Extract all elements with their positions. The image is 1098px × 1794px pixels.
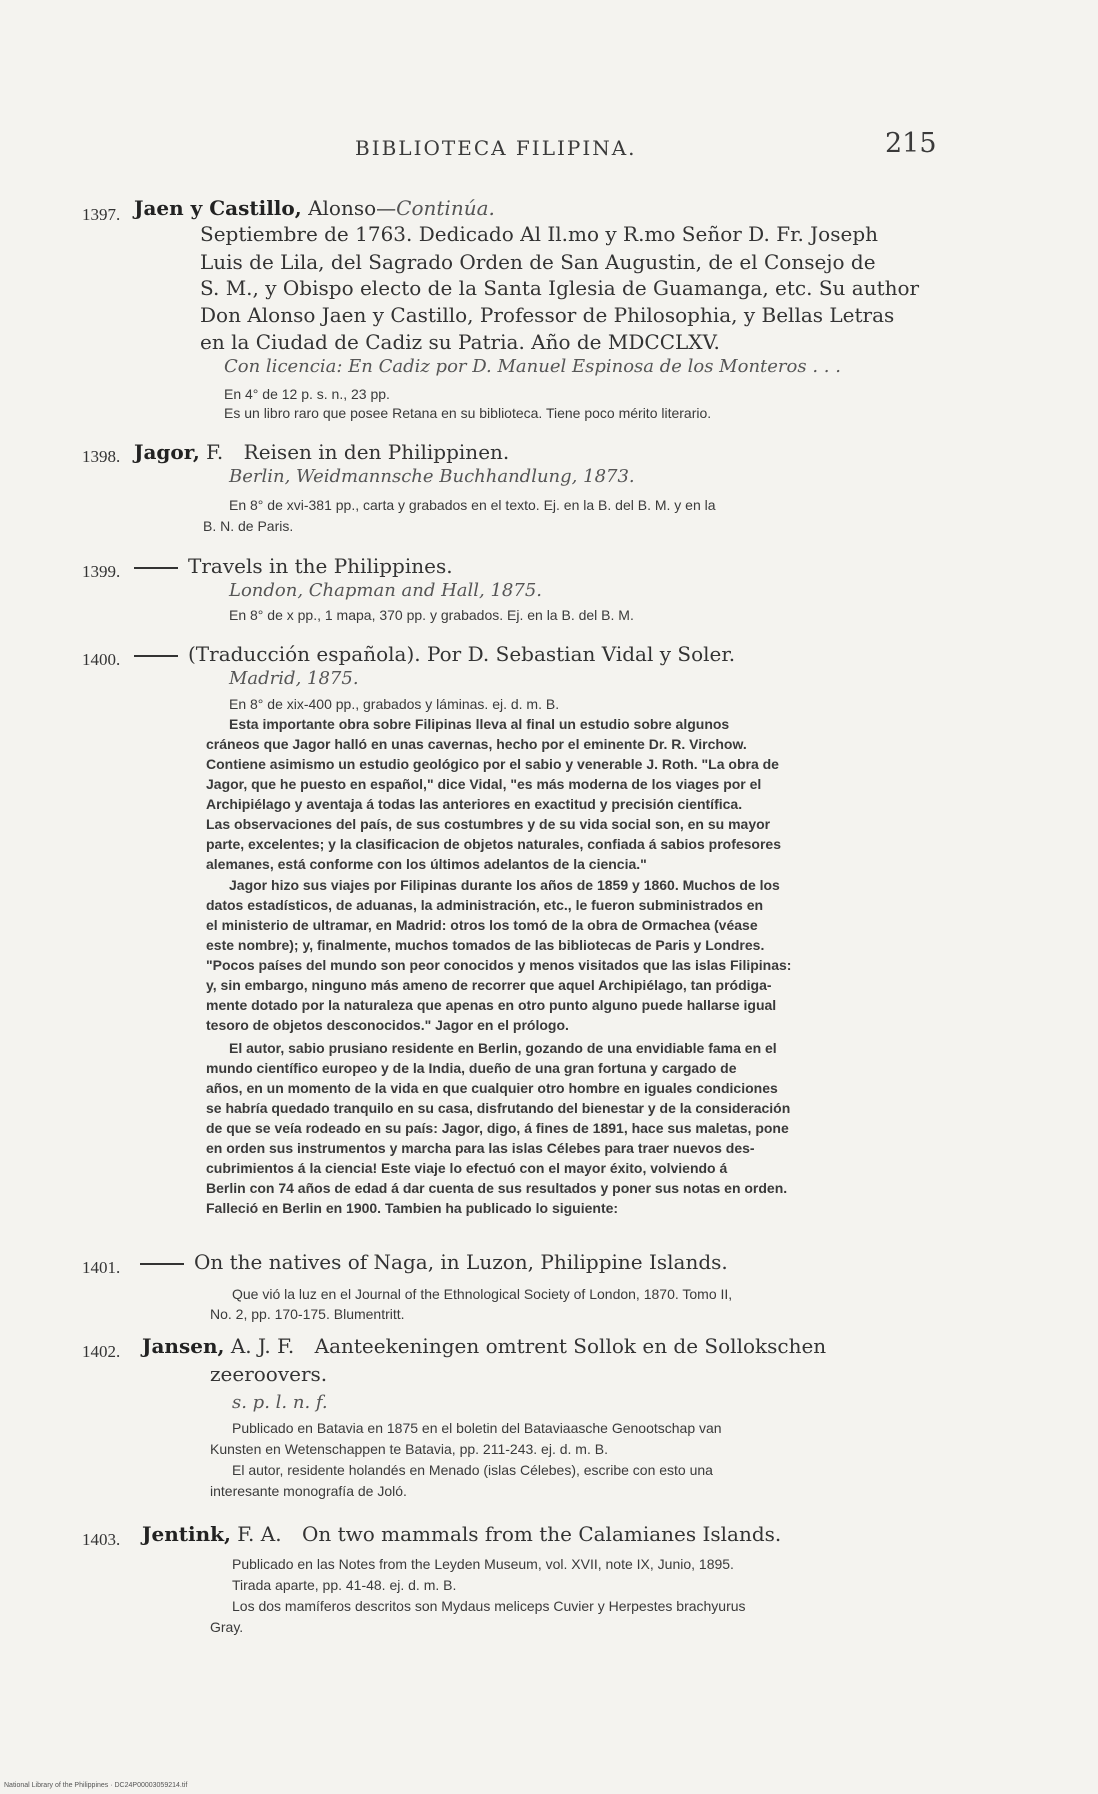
note-line: No. 2, pp. 170-175. Blumentritt. bbox=[210, 1306, 405, 1322]
imprint: London, Chapman and Hall, 1875. bbox=[229, 580, 542, 601]
entry-number: 1400. bbox=[82, 650, 121, 669]
note-line: parte, excelentes; y la clasificacion de objetos naturales, confiada á sabios profesores bbox=[206, 836, 781, 852]
running-header: BIBLIOTECA FILIPINA. bbox=[355, 136, 637, 160]
entry-title: Reisen in den Philippinen. bbox=[243, 440, 510, 464]
note-line: Es un libro raro que posee Retana en su biblioteca. Tiene poco mérito literario. bbox=[224, 405, 712, 421]
note-line: mente dotado por la naturaleza que apenas en otro punto alguno puede hallarse igual bbox=[206, 997, 777, 1013]
entry-number: 1397. bbox=[82, 205, 121, 224]
ditto-dash bbox=[134, 655, 178, 657]
note-line: Publicado en las Notes from the Leyden Museum, vol. XVII, note IX, Junio, 1895. bbox=[232, 1556, 734, 1572]
text-line: en la Ciudad de Cadiz su Patria. Año de MDCCLXV. bbox=[200, 330, 720, 354]
entry-author-rest: A. J. F. bbox=[230, 1334, 295, 1358]
note-line: mundo científico europeo y de la India, dueño de una gran fortuna y cargado de bbox=[206, 1060, 737, 1076]
entry-author: Jentink, bbox=[142, 1522, 231, 1546]
page-number: 215 bbox=[885, 128, 937, 159]
note-line: Jagor, que he puesto en español," dice Vidal, "es más moderna de los viages por el bbox=[206, 776, 762, 792]
entry-author-rest: F. bbox=[206, 440, 224, 464]
note-line: alemanes, está conforme con los últimos adelantos de la ciencia." bbox=[206, 856, 647, 872]
entry-number: 1399. bbox=[82, 562, 121, 581]
entry-title: On the natives of Naga, in Luzon, Philippine Islands. bbox=[194, 1250, 728, 1274]
text-line: Septiembre de 1763. Dedicado Al Il.mo y R.mo Señor D. Fr. Joseph bbox=[200, 222, 878, 246]
entry-title-cont: zeeroovers. bbox=[210, 1362, 328, 1386]
entry-number: 1402. bbox=[82, 1342, 121, 1361]
entry-title: (Traducción española). Por D. Sebastian Vidal y Soler. bbox=[188, 642, 736, 666]
entry-number: 1398. bbox=[82, 447, 121, 466]
note-line: de que se veía rodeado en su país: Jagor, digo, á fines de 1891, hace sus maletas, pone bbox=[206, 1120, 789, 1136]
note-line: En 8° de xix-400 pp., grabados y láminas. ej. d. m. B. bbox=[229, 696, 560, 712]
note-line: se habría quedado tranquilo en su casa, disfrutando del bienestar y de la consideración bbox=[206, 1100, 791, 1116]
note-line: en orden sus instrumentos y marcha para las islas Célebes para traer nuevos des- bbox=[206, 1140, 755, 1156]
note-line: interesante monografía de Joló. bbox=[210, 1483, 407, 1499]
note-line: B. N. de Paris. bbox=[203, 518, 294, 534]
note-line: En 8° de xvi-381 pp., carta y grabados en el texto. Ej. en la B. del B. M. y en la bbox=[229, 497, 716, 513]
entry-title: Aanteekeningen omtrent Sollok en de Sollokschen bbox=[314, 1334, 827, 1358]
entry-author: Jaen y Castillo, bbox=[134, 196, 302, 220]
note-line: En 4° de 12 p. s. n., 23 pp. bbox=[224, 386, 390, 402]
imprint: s. p. l. n. f. bbox=[232, 1392, 328, 1413]
ditto-dash bbox=[140, 1263, 184, 1265]
imprint: Madrid, 1875. bbox=[229, 668, 359, 689]
entry-author-rest: Alonso— bbox=[308, 196, 397, 220]
note-line: y, sin embargo, ninguno más ameno de recorrer que aquel Archipiélago, tan pródiga- bbox=[206, 977, 772, 993]
entry-title: Travels in the Philippines. bbox=[188, 554, 453, 578]
note-line: Tirada aparte, pp. 41-48. ej. d. m. B. bbox=[232, 1577, 457, 1593]
note-line: Publicado en Batavia en 1875 en el boletin del Bataviaasche Genootschap van bbox=[232, 1420, 722, 1436]
entry-number: 1403. bbox=[82, 1530, 121, 1549]
note-line: En 8° de x pp., 1 mapa, 370 pp. y grabados. Ej. en la B. del B. M. bbox=[229, 607, 634, 623]
note-line: Los dos mamíferos descritos son Mydaus meliceps Cuvier y Herpestes brachyurus bbox=[232, 1598, 746, 1614]
note-line: este nombre); y, finalmente, muchos tomados de las bibliotecas de Paris y Londres. bbox=[206, 937, 765, 953]
entry-author-rest: F. A. bbox=[237, 1522, 282, 1546]
ditto-dash bbox=[134, 567, 178, 569]
note-line: Falleció en Berlin en 1900. Tambien ha publicado lo siguiente: bbox=[206, 1200, 619, 1216]
entry-number: 1401. bbox=[82, 1258, 121, 1277]
text-line: Don Alonso Jaen y Castillo, Professor de Philosophia, y Bellas Letras bbox=[200, 303, 895, 327]
note-line: Archipiélago y aventaja á todas las anteriores en exactitud y precisión científica. bbox=[206, 796, 743, 812]
note-line: tesoro de objetos desconocidos." Jagor en el prólogo. bbox=[206, 1017, 569, 1033]
note-line: Gray. bbox=[210, 1619, 244, 1635]
note-line: Berlin con 74 años de edad á dar cuenta de sus resultados y poner sus notas en orden. bbox=[206, 1180, 788, 1196]
imprint: Berlin, Weidmannsche Buchhandlung, 1873. bbox=[229, 466, 635, 487]
note-line: Las observaciones del país, de sus costumbres y de su vida social son, en su mayor bbox=[206, 816, 771, 832]
note-line: años, en un momento de la vida en que cualquier otro hombre en iguales condiciones bbox=[206, 1080, 778, 1096]
note-line: El autor, sabio prusiano residente en Berlin, gozando de una envidiable fama en el bbox=[229, 1040, 777, 1056]
note-line: cubrimientos á la ciencia! Este viaje lo efectuó con el mayor éxito, volviendo á bbox=[206, 1160, 728, 1176]
entry-author: Jansen, bbox=[142, 1334, 225, 1358]
continua-label: Continúa. bbox=[396, 196, 495, 220]
note-line: Jagor hizo sus viajes por Filipinas durante los años de 1859 y 1860. Muchos de los bbox=[229, 877, 780, 893]
note-line: Que vió la luz en el Journal of the Ethnological Society of London, 1870. Tomo II, bbox=[232, 1286, 733, 1302]
text-line: S. M., y Obispo electo de la Santa Iglesia de Guamanga, etc. Su author bbox=[200, 276, 920, 300]
note-line: Kunsten en Wetenschappen te Batavia, pp. 211-243. ej. d. m. B. bbox=[210, 1441, 608, 1457]
scan-stamp: National Library of the Philippines · DC24P00003059214.tif bbox=[4, 1782, 188, 1789]
text-line: Luis de Lila, del Sagrado Orden de San Augustin, de el Consejo de bbox=[200, 250, 876, 274]
imprint: Con licencia: En Cadiz por D. Manuel Espinosa de los Monteros . . . bbox=[224, 356, 841, 377]
note-line: datos estadísticos, de aduanas, la administración, etc., le fueron subministrados en bbox=[206, 897, 764, 913]
note-line: "Pocos países del mundo son peor conocidos y menos visitados que las islas Filipinas: bbox=[206, 957, 792, 973]
note-line: Contiene asimismo un estudio geológico por el sabio y venerable J. Roth. "La obra de bbox=[206, 756, 779, 772]
note-line: el ministerio de ultramar, en Madrid: otros los tomó de la obra de Ormachea (véase bbox=[206, 917, 758, 933]
entry-author: Jagor, bbox=[134, 440, 200, 464]
note-line: cráneos que Jagor halló en unas cavernas, hecho por el eminente Dr. R. Virchow. bbox=[206, 736, 747, 752]
entry-title: On two mammals from the Calamianes Islands. bbox=[301, 1522, 782, 1546]
note-line: El autor, residente holandés en Menado (islas Célebes), escribe con esto una bbox=[232, 1462, 713, 1478]
note-line: Esta importante obra sobre Filipinas lleva al final un estudio sobre algunos bbox=[229, 716, 730, 732]
